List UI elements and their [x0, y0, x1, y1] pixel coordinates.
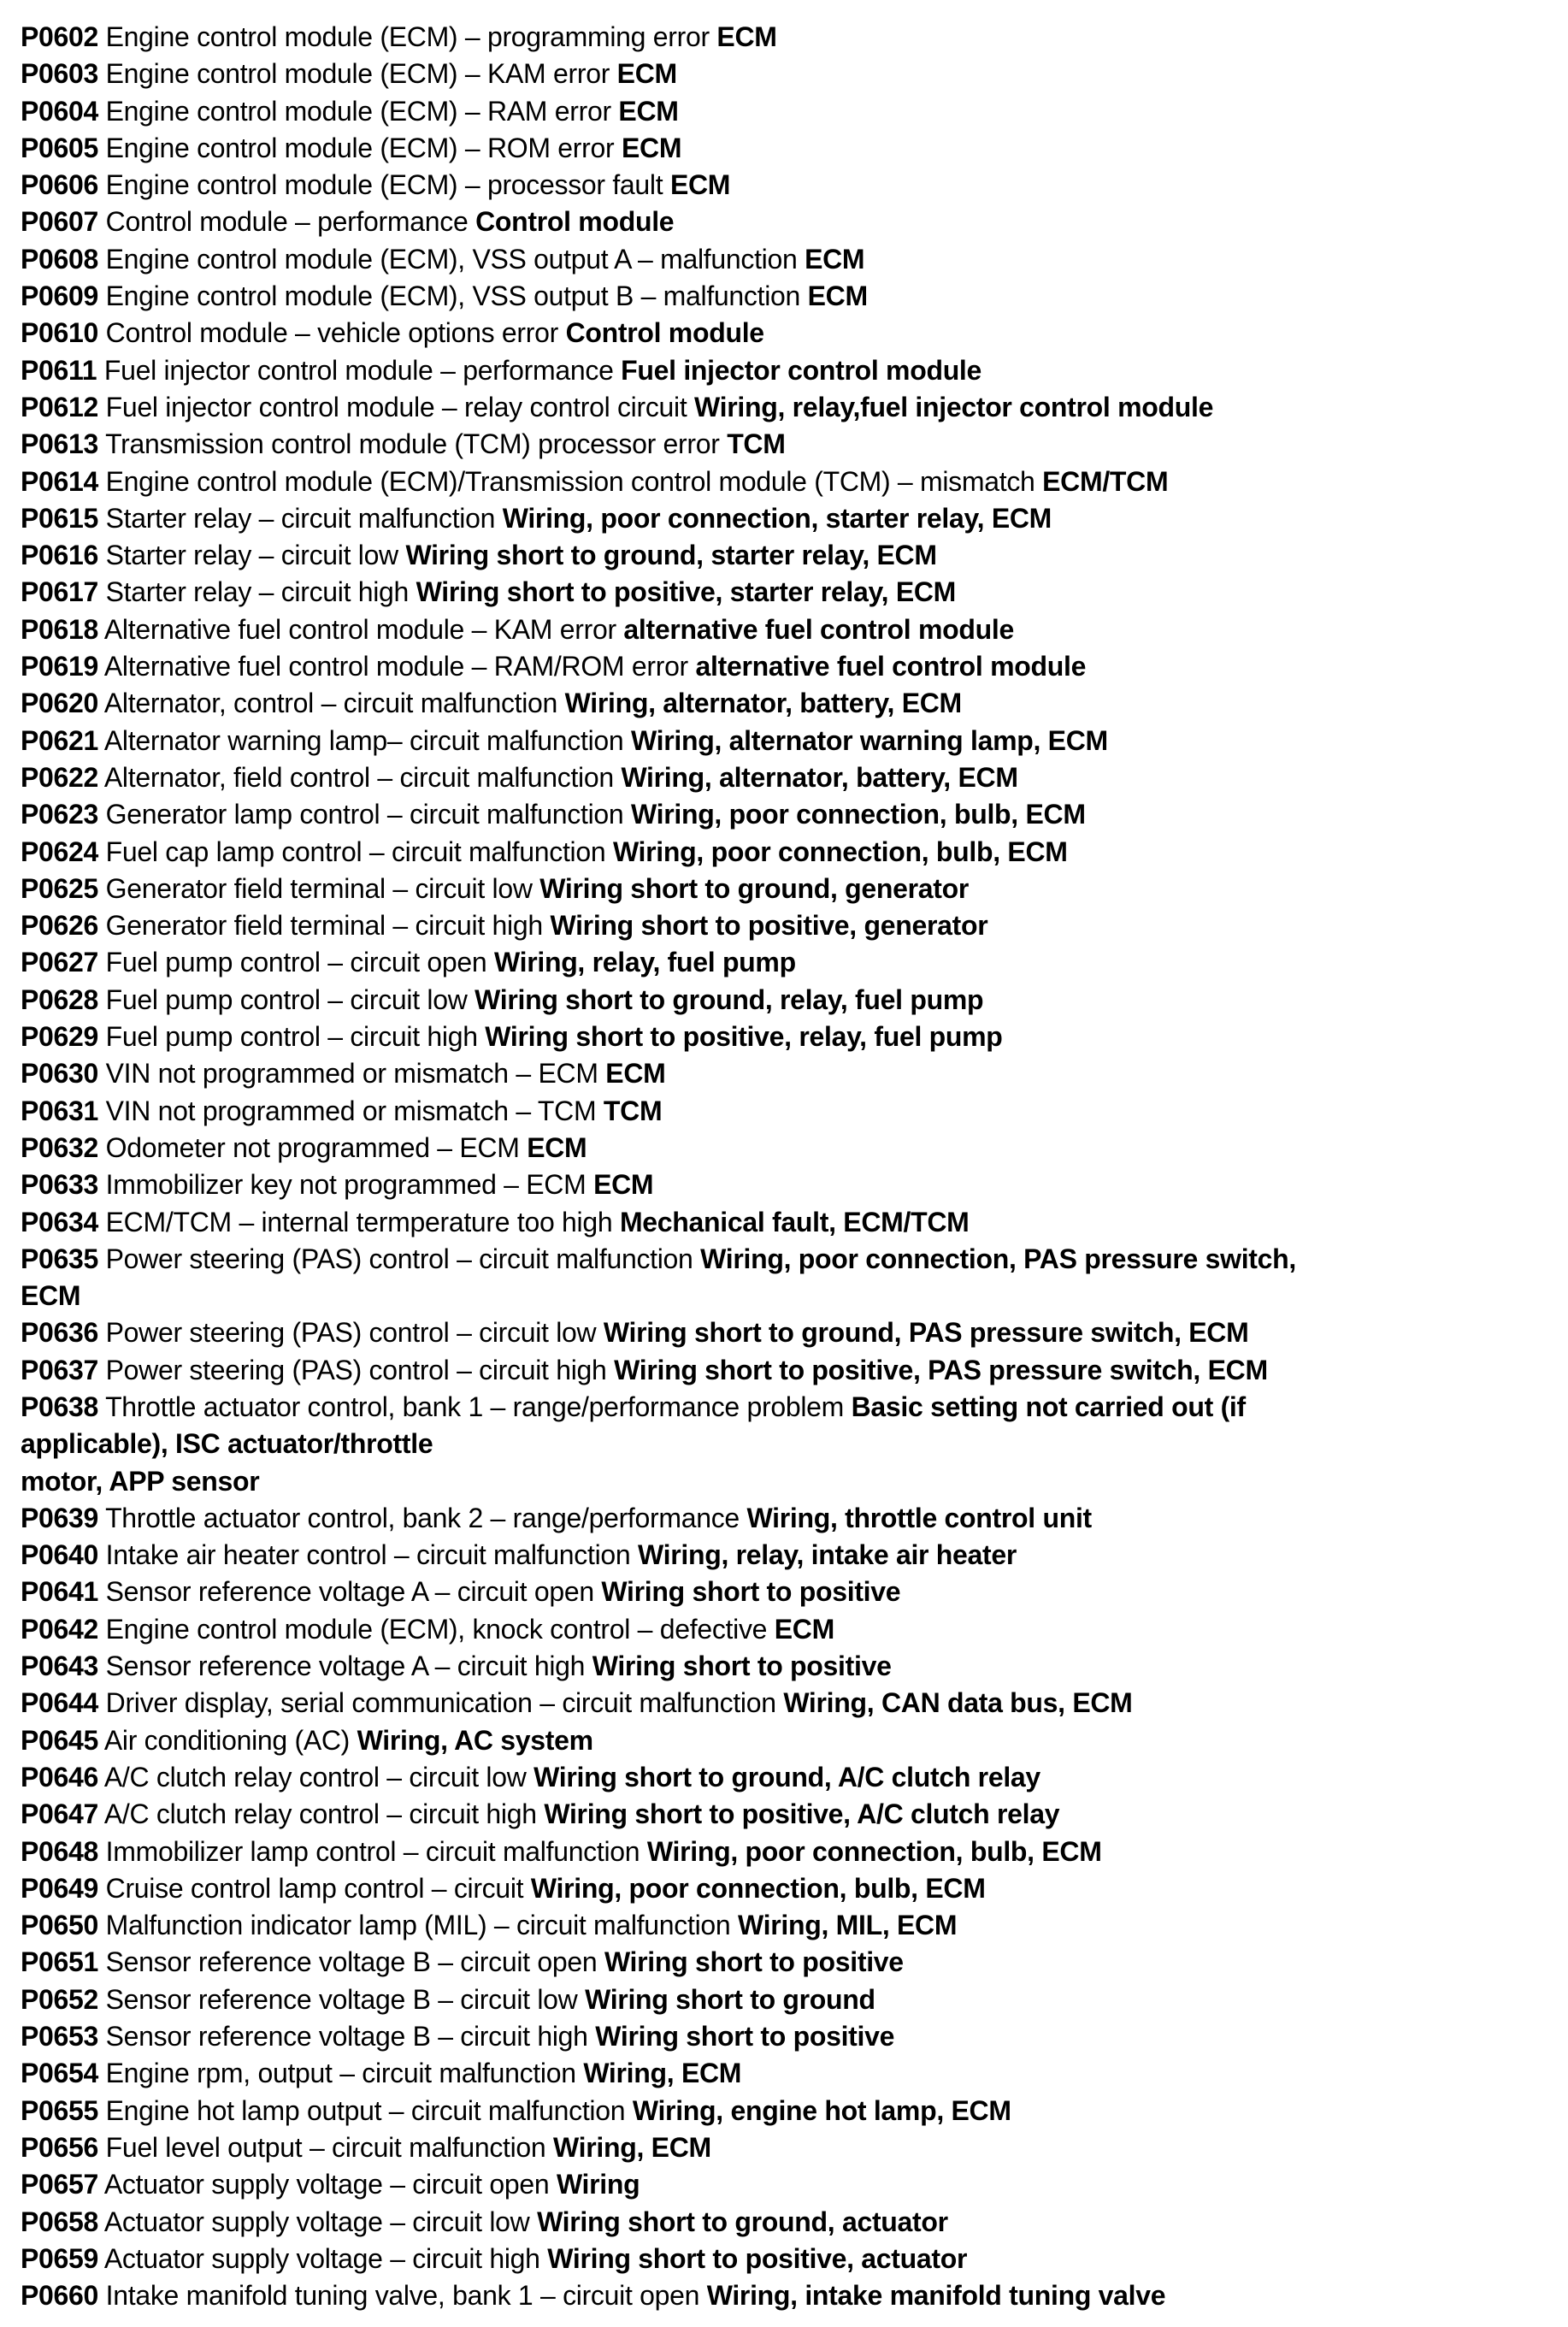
dtc-code: P0640 — [21, 1539, 99, 1571]
dtc-probable-cause: Wiring, relay,fuel injector control module — [694, 391, 1214, 422]
dtc-description: Control module – vehicle options error — [105, 317, 558, 349]
dtc-probable-cause: Wiring, poor connection, bulb, ECM — [646, 1835, 1102, 1867]
dtc-row — [21, 389, 1542, 426]
dtc-description: Immobilizer key not programmed – ECM — [105, 1169, 587, 1201]
dtc-description: Engine control module (ECM) – programming error — [105, 21, 710, 52]
dtc-row — [21, 1759, 1542, 1796]
dtc-description: Engine rpm, output – circuit malfunction — [105, 2058, 576, 2089]
dtc-row — [21, 2204, 1542, 2241]
dtc-row — [21, 1500, 1542, 1537]
dtc-code: P0618 — [21, 613, 99, 645]
dtc-description: Transmission control module (TCM) processor error — [105, 428, 720, 460]
dtc-row — [21, 1834, 1542, 1870]
dtc-row — [21, 1166, 1542, 1203]
dtc-description: Fuel cap lamp control – circuit malfunction — [105, 836, 606, 867]
dtc-description: Actuator supply voltage – circuit low — [103, 2206, 530, 2237]
dtc-row — [21, 982, 1542, 1019]
dtc-probable-cause: Wiring short to positive, PAS pressure switch, ECM — [614, 1354, 1268, 1385]
dtc-row — [21, 723, 1542, 759]
dtc-description: Fuel injector control module – relay control circuit — [105, 391, 687, 422]
dtc-row — [21, 1685, 1542, 1722]
dtc-description: Fuel pump control – circuit open — [105, 947, 487, 978]
dtc-probable-cause: Wiring, alternator, battery, ECM — [564, 688, 962, 719]
dtc-code: P0602 — [21, 21, 99, 52]
dtc-row — [21, 834, 1542, 871]
dtc-code: P0616 — [21, 540, 99, 571]
dtc-description: Power steering (PAS) control – circuit malfunction — [105, 1243, 693, 1274]
dtc-row — [21, 1944, 1542, 1981]
dtc-description: Alternator, control – circuit malfunction — [103, 688, 558, 719]
dtc-description: Sensor reference voltage B – circuit low — [105, 1983, 578, 2015]
dtc-description: Throttle actuator control, bank 2 – range/performance — [105, 1502, 740, 1533]
dtc-code: P0623 — [21, 799, 99, 830]
dtc-description: Driver display, serial communication – circuit malfunction — [105, 1687, 776, 1719]
dtc-description: A/C clutch relay control – circuit low — [103, 1761, 527, 1792]
dtc-description: Odometer not programmed – ECM — [105, 1131, 520, 1163]
dtc-code: P0637 — [21, 1354, 99, 1385]
dtc-description: Immobilizer lamp control – circuit malfunction — [105, 1835, 640, 1867]
dtc-code: P0614 — [21, 465, 99, 497]
dtc-row — [21, 1093, 1542, 1130]
dtc-code: P0629 — [21, 1021, 99, 1053]
dtc-description: Engine hot lamp output – circuit malfunction — [105, 2094, 626, 2126]
dtc-description: Throttle actuator control, bank 1 – range/performance problem — [105, 1391, 845, 1422]
dtc-description: Sensor reference voltage A – circuit high — [105, 1651, 586, 1682]
dtc-probable-cause: Fuel injector control module — [621, 354, 982, 386]
dtc-row — [21, 907, 1542, 944]
dtc-probable-cause: Wiring, AC system — [357, 1724, 593, 1756]
dtc-probable-cause: ECM/TCM — [1042, 465, 1169, 497]
dtc-row — [21, 56, 1542, 92]
dtc-row — [21, 611, 1542, 648]
dtc-probable-cause: Wiring short to ground, actuator — [537, 2206, 948, 2237]
dtc-description: A/C clutch relay control – circuit high — [103, 1798, 537, 1830]
dtc-probable-cause: Mechanical fault, ECM/TCM — [619, 1206, 970, 1237]
dtc-row — [21, 759, 1542, 796]
dtc-probable-cause: ECM — [716, 21, 777, 52]
dtc-probable-cause: Wiring, alternator, battery, ECM — [621, 761, 1018, 793]
dtc-row — [21, 278, 1542, 315]
dtc-description: Actuator supply voltage – circuit open — [103, 2169, 550, 2200]
dtc-probable-cause: Control module — [475, 206, 675, 238]
dtc-probable-cause: Wiring short to positive — [592, 1651, 892, 1682]
dtc-probable-cause: Wiring, ECM — [553, 2131, 711, 2163]
dtc-row — [21, 352, 1542, 389]
dtc-description: Engine control module (ECM)/Transmission control module (TCM) – mismatch — [105, 465, 1035, 497]
dtc-probable-cause: ECM — [616, 58, 677, 90]
dtc-row — [21, 1648, 1542, 1685]
dtc-row — [21, 574, 1542, 611]
dtc-code: P0634 — [21, 1206, 99, 1237]
dtc-probable-cause: Wiring short to positive, A/C clutch relay — [544, 1798, 1060, 1830]
dtc-probable-cause: Wiring — [556, 2169, 640, 2200]
dtc-probable-cause: TCM — [727, 428, 786, 460]
dtc-probable-cause: ECM — [593, 1169, 654, 1201]
dtc-code: P0621 — [21, 724, 99, 756]
dtc-code: P0639 — [21, 1502, 99, 1533]
dtc-probable-cause: ECM — [621, 132, 682, 163]
dtc-probable-cause: Control module — [565, 317, 764, 349]
dtc-description: Actuator supply voltage – circuit high — [103, 2242, 540, 2274]
dtc-code: P0625 — [21, 872, 99, 904]
dtc-code: P0617 — [21, 576, 99, 608]
dtc-description: VIN not programmed or mismatch – ECM — [105, 1058, 598, 1090]
dtc-code: P0604 — [21, 95, 99, 127]
dtc-probable-cause: Wiring short to positive, actuator — [547, 2242, 968, 2274]
dtc-probable-cause: TCM — [603, 1095, 663, 1126]
dtc-row — [21, 2129, 1542, 2166]
dtc-row — [21, 204, 1542, 240]
dtc-description: ECM/TCM – internal termperature too high — [105, 1206, 613, 1237]
dtc-row — [21, 1055, 1542, 1092]
dtc-description: Starter relay – circuit high — [105, 576, 410, 608]
dtc-probable-cause: Wiring short to ground — [585, 1983, 875, 2015]
dtc-description: Generator field terminal – circuit low — [105, 872, 533, 904]
dtc-row — [21, 167, 1542, 204]
dtc-code: P0633 — [21, 1169, 99, 1201]
dtc-code: P0630 — [21, 1058, 99, 1090]
dtc-description: Engine control module (ECM) – RAM error — [105, 95, 611, 127]
dtc-probable-cause: Wiring short to positive, starter relay, ECM — [416, 576, 957, 608]
dtc-code: P0635 — [21, 1243, 99, 1274]
dtc-code: P0610 — [21, 317, 99, 349]
dtc-code: P0606 — [21, 169, 99, 201]
dtc-description: Intake air heater control – circuit malfunction — [105, 1539, 631, 1571]
dtc-code: P0647 — [21, 1798, 99, 1830]
dtc-code: P0649 — [21, 1872, 99, 1904]
dtc-row — [21, 1907, 1542, 1944]
dtc-code: P0658 — [21, 2206, 99, 2237]
dtc-row — [21, 1537, 1542, 1574]
dtc-row — [21, 648, 1542, 685]
dtc-description: Engine control module (ECM), knock control – defective — [105, 1613, 768, 1645]
dtc-probable-cause: ECM — [669, 169, 731, 201]
dtc-row — [21, 2093, 1542, 2129]
dtc-description: Alternative fuel control module – RAM/ROM error — [103, 651, 688, 682]
dtc-code: P0643 — [21, 1651, 99, 1682]
dtc-probable-cause: Wiring short to ground, starter relay, ECM — [405, 540, 937, 571]
dtc-code: P0642 — [21, 1613, 99, 1645]
dtc-description: Control module – performance — [105, 206, 469, 238]
dtc-probable-cause: Wiring, alternator warning lamp, ECM — [631, 724, 1108, 756]
dtc-probable-cause: Wiring, poor connection, bulb, ECM — [530, 1872, 986, 1904]
dtc-code: P0612 — [21, 391, 99, 422]
dtc-row — [21, 241, 1542, 278]
dtc-probable-cause: Wiring, throttle control unit — [746, 1502, 1092, 1533]
dtc-row — [21, 1574, 1542, 1610]
dtc-code: P0611 — [21, 354, 97, 386]
dtc-row — [21, 685, 1542, 722]
dtc-description: Cruise control lamp control – circuit — [105, 1872, 524, 1904]
dtc-row — [21, 1352, 1542, 1389]
dtc-code: P0619 — [21, 651, 99, 682]
dtc-probable-cause: Wiring, relay, intake air heater — [638, 1539, 1017, 1571]
dtc-description: Fuel injector control module – performance — [103, 354, 614, 386]
dtc-row — [21, 2018, 1542, 2055]
dtc-code: P0624 — [21, 836, 99, 867]
dtc-row — [21, 19, 1542, 56]
dtc-description: Power steering (PAS) control – circuit high — [105, 1354, 607, 1385]
dtc-probable-cause: Wiring, CAN data bus, ECM — [783, 1687, 1133, 1719]
dtc-row — [21, 93, 1542, 130]
dtc-probable-cause: Wiring short to positive — [601, 1576, 901, 1608]
dtc-row — [21, 315, 1542, 351]
dtc-code: P0641 — [21, 1576, 99, 1608]
dtc-probable-cause: Wiring short to ground, A/C clutch relay — [533, 1761, 1040, 1792]
dtc-probable-cause: Wiring, relay, fuel pump — [493, 947, 796, 978]
dtc-probable-cause: ECM — [605, 1058, 666, 1090]
dtc-description: Sensor reference voltage B – circuit high — [105, 2021, 588, 2052]
dtc-row — [21, 500, 1542, 537]
dtc-probable-cause: alternative fuel control module — [623, 613, 1014, 645]
dtc-row — [21, 1796, 1542, 1833]
dtc-description: Alternative fuel control module – KAM error — [103, 613, 616, 645]
dtc-code: P0622 — [21, 761, 99, 793]
dtc-description: Malfunction indicator lamp (MIL) – circuit malfunction — [105, 1910, 731, 1941]
dtc-description: Alternator, field control – circuit malfunction — [103, 761, 614, 793]
dtc-description: Starter relay – circuit low — [105, 540, 398, 571]
dtc-code: P0650 — [21, 1910, 99, 1941]
dtc-row — [21, 2277, 1542, 2314]
dtc-code: P0638 — [21, 1391, 99, 1422]
dtc-row — [21, 1314, 1542, 1351]
dtc-row — [21, 1389, 1542, 1500]
dtc-code: P0627 — [21, 947, 99, 978]
dtc-description: Generator field terminal – circuit high — [105, 910, 543, 942]
dtc-description: Power steering (PAS) control – circuit low — [105, 1317, 597, 1349]
dtc-probable-cause: ECM — [807, 281, 868, 312]
dtc-code: P0609 — [21, 281, 99, 312]
dtc-row — [21, 130, 1542, 167]
dtc-description: Sensor reference voltage B – circuit open — [105, 1946, 598, 1978]
dtc-row — [21, 1722, 1542, 1759]
dtc-description: Fuel level output – circuit malfunction — [105, 2131, 546, 2163]
dtc-code: P0651 — [21, 1946, 99, 1978]
dtc-row — [21, 1611, 1542, 1648]
dtc-probable-cause: Wiring short to positive — [604, 1946, 904, 1978]
dtc-description: Engine control module (ECM), VSS output B – malfunction — [105, 281, 801, 312]
dtc-description: Starter relay – circuit malfunction — [105, 502, 496, 534]
dtc-probable-cause: Wiring, intake manifold tuning valve — [706, 2280, 1166, 2312]
dtc-description: Engine control module (ECM) – ROM error — [105, 132, 615, 163]
dtc-row — [21, 1204, 1542, 1241]
dtc-probable-cause: Wiring short to ground, generator — [539, 872, 970, 904]
dtc-row — [21, 537, 1542, 574]
dtc-code: P0603 — [21, 58, 99, 90]
dtc-row — [21, 2241, 1542, 2277]
dtc-code: P0607 — [21, 206, 99, 238]
dtc-code: P0653 — [21, 2021, 99, 2052]
dtc-code: P0645 — [21, 1724, 99, 1756]
dtc-description: Engine control module (ECM) – KAM error — [105, 58, 610, 90]
dtc-row — [21, 1130, 1542, 1166]
dtc-description: Air conditioning (AC) — [103, 1724, 351, 1756]
dtc-description: Generator lamp control – circuit malfunction — [105, 799, 624, 830]
dtc-probable-cause: Basic setting not carried out (if applicable), ISC actuator/throttle motor, APP sensor — [21, 1391, 1246, 1497]
dtc-row — [21, 1241, 1542, 1315]
dtc-row — [21, 1019, 1542, 1055]
dtc-code: P0631 — [21, 1095, 99, 1126]
dtc-probable-cause: ECM — [527, 1131, 587, 1163]
dtc-code: P0654 — [21, 2058, 99, 2089]
dtc-probable-cause: ECM — [774, 1613, 834, 1645]
dtc-row — [21, 871, 1542, 907]
dtc-probable-cause: ECM — [618, 95, 679, 127]
dtc-probable-cause: Wiring, poor connection, PAS pressure switch, ECM — [21, 1243, 1296, 1312]
dtc-description: VIN not programmed or mismatch – TCM — [105, 1095, 597, 1126]
dtc-description: Sensor reference voltage A – circuit open — [105, 1576, 594, 1608]
dtc-code: P0626 — [21, 910, 99, 942]
dtc-row — [21, 796, 1542, 833]
dtc-description: Fuel pump control – circuit high — [105, 1021, 478, 1053]
dtc-probable-cause: Wiring, poor connection, starter relay, ECM — [502, 502, 1052, 534]
dtc-code: P0655 — [21, 2094, 99, 2126]
dtc-code: P0628 — [21, 983, 99, 1015]
dtc-code: P0648 — [21, 1835, 99, 1867]
dtc-description: Alternator warning lamp– circuit malfunction — [103, 724, 624, 756]
dtc-code: P0644 — [21, 1687, 99, 1719]
dtc-code: P0652 — [21, 1983, 99, 2015]
dtc-code: P0632 — [21, 1131, 99, 1163]
dtc-row — [21, 2055, 1542, 2092]
dtc-description: Engine control module (ECM), VSS output A – malfunction — [105, 243, 798, 275]
dtc-description: Fuel pump control – circuit low — [105, 983, 468, 1015]
dtc-code: P0660 — [21, 2280, 99, 2312]
dtc-row — [21, 1981, 1542, 2018]
dtc-probable-cause: Wiring, ECM — [583, 2058, 742, 2089]
dtc-code: P0615 — [21, 502, 99, 534]
dtc-code: P0659 — [21, 2242, 99, 2274]
dtc-description: Intake manifold tuning valve, bank 1 – circuit open — [105, 2280, 700, 2312]
dtc-probable-cause: Wiring short to ground, relay, fuel pump — [475, 983, 984, 1015]
dtc-probable-cause: alternative fuel control module — [695, 651, 1087, 682]
dtc-probable-cause: Wiring short to ground, PAS pressure switch, ECM — [603, 1317, 1249, 1349]
dtc-probable-cause: Wiring short to positive — [595, 2021, 895, 2052]
dtc-row — [21, 2166, 1542, 2203]
dtc-row — [21, 944, 1542, 981]
dtc-probable-cause: Wiring, MIL, ECM — [738, 1910, 958, 1941]
dtc-row — [21, 426, 1542, 463]
dtc-description: Engine control module (ECM) – processor fault — [105, 169, 663, 201]
dtc-code: P0656 — [21, 2131, 99, 2163]
dtc-probable-cause: Wiring, engine hot lamp, ECM — [632, 2094, 1011, 2126]
dtc-row — [21, 464, 1542, 500]
dtc-row — [21, 1870, 1542, 1907]
dtc-probable-cause: Wiring short to positive, generator — [550, 910, 988, 942]
dtc-probable-cause: ECM — [805, 243, 865, 275]
dtc-code: P0657 — [21, 2169, 99, 2200]
dtc-code: P0605 — [21, 132, 99, 163]
dtc-code: P0636 — [21, 1317, 99, 1349]
dtc-probable-cause: Wiring, poor connection, bulb, ECM — [630, 799, 1086, 830]
dtc-code: P0608 — [21, 243, 99, 275]
dtc-probable-cause: Wiring, poor connection, bulb, ECM — [612, 836, 1068, 867]
dtc-code: P0620 — [21, 688, 99, 719]
dtc-code: P0613 — [21, 428, 99, 460]
dtc-probable-cause: Wiring short to positive, relay, fuel pump — [485, 1021, 1003, 1053]
dtc-code: P0646 — [21, 1761, 99, 1792]
